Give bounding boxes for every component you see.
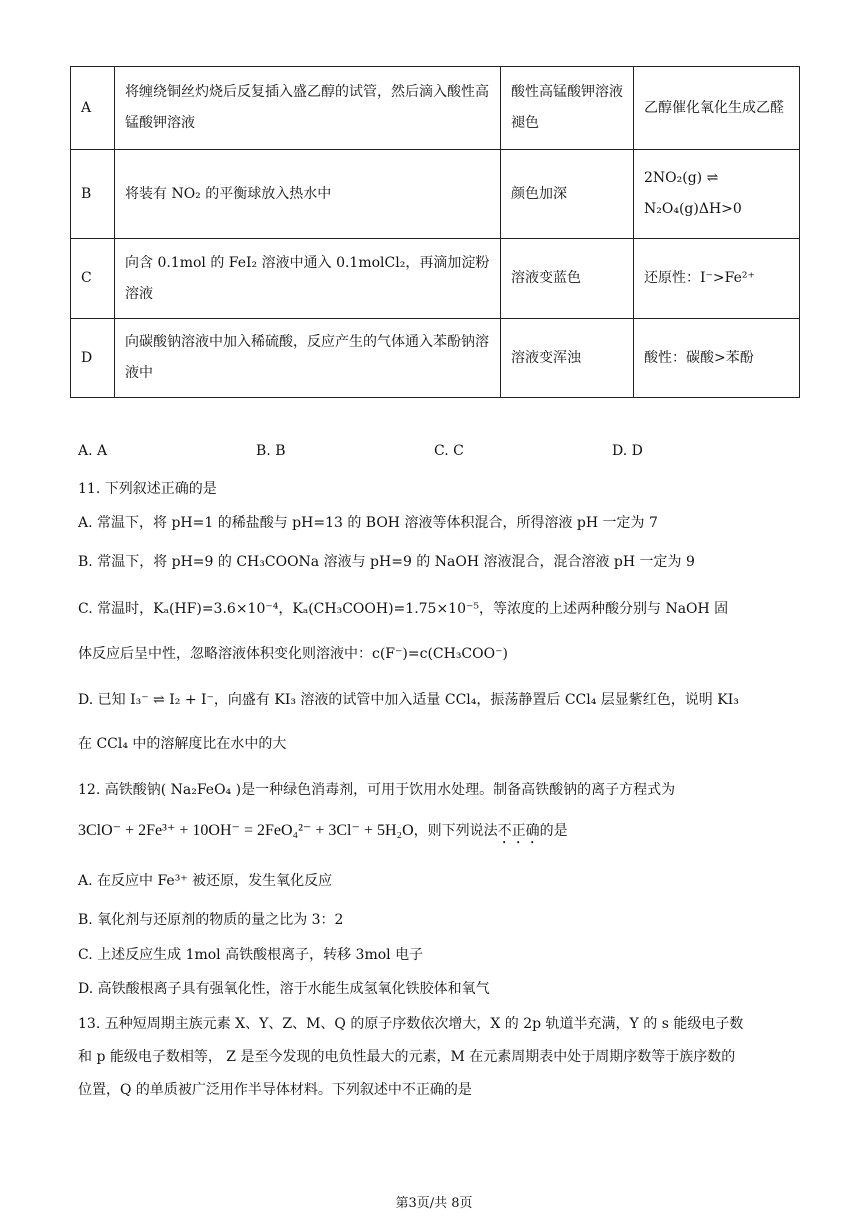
page-footer: 第3页/共 8页 xyxy=(395,1196,473,1211)
q12-stem: 12. 高铁酸钠( Na₂FeO₄ )是一种绿色消毒剂，可用于饮用水处理。制备高铁酸钠的离子方程式为 xyxy=(78,782,676,798)
phenomenon-cell: 溶液变浑浊 xyxy=(501,319,634,398)
q11-option-d-cont: 在 CCl₄ 中的溶解度比在水中的大 xyxy=(78,736,287,752)
table-row xyxy=(71,319,800,398)
phenomenon-cell: 溶液变蓝色 xyxy=(501,239,634,319)
row-label: D xyxy=(71,319,115,398)
row-label: B xyxy=(71,150,115,239)
phenomenon-cell: 酸性高锰酸钾溶液褪色 xyxy=(501,67,634,150)
experiment-table xyxy=(70,66,800,398)
table-row xyxy=(71,67,800,150)
q11-option-c[interactable]: C. 常温时，Kₐ(HF)=3.6×10⁻⁴，Kₐ(CH₃COOH)=1.75×10⁻⁵，等浓度的上述两种酸分别与 NaOH 固 xyxy=(78,601,729,617)
row-label: A xyxy=(71,67,115,150)
q10-option-c[interactable]: C. C xyxy=(434,443,464,459)
q10-option-b[interactable]: B. B xyxy=(256,443,286,459)
conclusion-cell: 2NO₂(g) ⇌ N₂O₄(g)ΔH>0 xyxy=(634,150,800,239)
conclusion-cell: 乙醇催化氧化生成乙醛 xyxy=(634,67,800,150)
table-row xyxy=(71,150,800,239)
q11-option-c-cont: 体反应后呈中性，忽略溶液体积变化则溶液中：c(F⁻)=c(CH₃COO⁻) xyxy=(78,646,508,662)
ionic-equation: 3ClO⁻ + 2Fe³⁺ + 10OH⁻ = 2FeO₄²⁻ + 3Cl⁻ + 5H₂O xyxy=(78,822,414,839)
q10-option-d[interactable]: D. D xyxy=(612,443,643,459)
q11-stem: 11. 下列叙述正确的是 xyxy=(78,481,217,497)
conclusion-cell: 酸性：碳酸>苯酚 xyxy=(634,319,800,398)
q12-option-c[interactable]: C. 上述反应生成 1mol 高铁酸根离子，转移 3mol 电子 xyxy=(78,947,424,963)
operation-cell: 将缠绕铜丝灼烧后反复插入盛乙醇的试管，然后滴入酸性高锰酸钾溶液 xyxy=(115,67,501,150)
phenomenon-cell: 颜色加深 xyxy=(501,150,634,239)
q13-stem-line2: 和 p 能级电子数相等， Z 是至今发现的电负性最大的元素，M 在元素周期表中处于周期序数等于族序数的 xyxy=(78,1049,736,1065)
q13-stem-line3: 位置，Q 的单质被广泛用作半导体材料。下列叙述中不正确的是 xyxy=(78,1082,472,1098)
q12-option-a[interactable]: A. 在反应中 Fe³⁺ 被还原，发生氧化反应 xyxy=(78,873,333,889)
q12-option-b[interactable]: B. 氧化剂与还原剂的物质的量之比为 3：2 xyxy=(78,912,344,928)
q11-option-a[interactable]: A. 常温下，将 pH=1 的稀盐酸与 pH=13 的 BOH 溶液等体积混合，所得溶液 pH 一定为 7 xyxy=(78,515,658,531)
q12-option-d[interactable]: D. 高铁酸根离子具有强氧化性，溶于水能生成氢氧化铁胶体和氧气 xyxy=(78,981,490,997)
q10-option-a[interactable]: A. A xyxy=(78,443,108,459)
q12-emphasis: 不正确 xyxy=(497,823,540,839)
operation-cell: 向含 0.1mol 的 FeI₂ 溶液中通入 0.1molCl₂，再滴加淀粉溶液 xyxy=(115,239,501,319)
row-label: C xyxy=(71,239,115,319)
operation-cell: 向碳酸钠溶液中加入稀硫酸，反应产生的气体通入苯酚钠溶液中 xyxy=(115,319,501,398)
q12-stem-suffix: 的是 xyxy=(539,823,568,839)
q11-option-d[interactable]: D. 已知 I₃⁻ ⇌ I₂ + I⁻，向盛有 KI₃ 溶液的试管中加入适量 CCl₄，振荡静置后 CCl₄ 层显紫红色，说明 KI₃ xyxy=(78,692,739,708)
conclusion-cell: 还原性：I⁻>Fe²⁺ xyxy=(634,239,800,319)
q13-stem-line1: 13. 五种短周期主族元素 X、Y、Z、M、Q 的原子序数依次增大，X 的 2p 轨道半充满，Y 的 s 能级电子数 xyxy=(78,1016,744,1032)
q12-equation-line xyxy=(78,820,568,847)
q11-option-b[interactable]: B. 常温下，将 pH=9 的 CH₃COONa 溶液与 pH=9 的 NaOH 溶液混合，混合溶液 pH 一定为 9 xyxy=(78,554,695,570)
table-row xyxy=(71,239,800,319)
operation-cell: 将装有 NO₂ 的平衡球放入热水中 xyxy=(115,150,501,239)
q12-stem-prefix: ，则下列说法 xyxy=(413,823,498,839)
